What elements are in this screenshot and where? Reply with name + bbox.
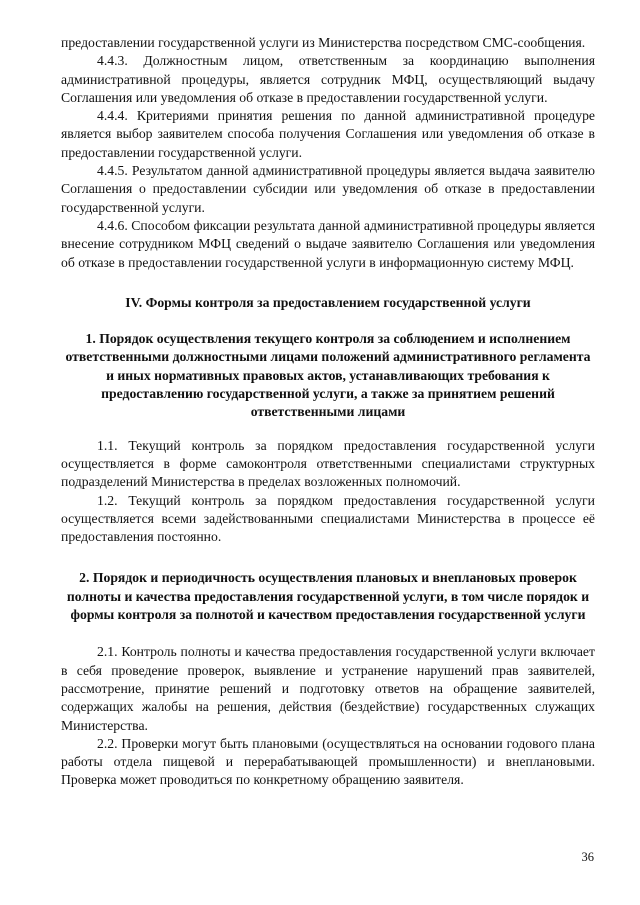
section-iv-title: IV. Формы контроля за предоставлением государственной услуги <box>125 294 531 310</box>
subsection-2-title: 2. Порядок и периодичность осуществления плановых и внеплановых проверок полноты и качества предоставления государственной услуги, в том числе порядок и формы контроля за полнотой и качеством предоставления государственной услуги <box>66 570 590 623</box>
paragraph-4-4-6: 4.4.6. Способом фиксации результата данной административной процедуры является внесение сотрудником МФЦ сведений о выдаче заявителю Соглашения или уведомления об отказе в предоставлении государственной услуги в информационную систему МФЦ. <box>61 217 595 270</box>
paragraph-1-1: 1.1. Текущий контроль за порядком предоставления государственной услуги осуществляется в форме самоконтроля ответственными специалистами структурных подразделений Министерства в пределах возложенных полномочий. <box>61 437 595 490</box>
paragraph-4-4-4: 4.4.4. Критериями принятия решения по данной административной процедуре является выбор заявителем способа получения Соглашения или уведомления об отказе в предоставлении государственной услуги. <box>61 108 595 160</box>
paragraph-1-2: 1.2. Текущий контроль за порядком предоставления государственной услуги осуществляется всеми задействованными специалистами Министерства в процессе её предоставления постоянно. <box>61 492 595 545</box>
paragraph-2-2: 2.2. Проверки могут быть плановыми (осуществляться на основании годового плана работы отдела пищевой и перерабатывающей промышленности) и внеплановыми. Проверка может проводиться по конкретному обращению заявителя. <box>61 735 595 788</box>
document-page <box>61 34 595 790</box>
page-number: 36 <box>581 850 594 864</box>
paragraph-4-4-5: 4.4.5. Результатом данной административной процедуры является выдача заявителю Соглашения о предоставлении субсидии или уведомления об отказе в предоставлении государственной услуги. <box>61 163 595 215</box>
subsection-1-title: 1. Порядок осуществления текущего контроля за соблюдением и исполнением ответственными должностными лицами положений административного регламента и иных нормативных правовых актов, устанавливающих требования к предоставлению государственной услуги, а также за принятием решений ответственными лицами <box>65 331 591 420</box>
paragraph-4-4-3: 4.4.3. Должностным лицом, ответственным за координацию выполнения административной процедуры, является сотрудник МФЦ, осуществляющий выдачу Соглашения или уведомления об отказе в предоставлении государственной услуги. <box>61 53 595 105</box>
paragraph-continuation: предоставлении государственной услуги из Министерства посредством СМС-сообщения. <box>61 35 586 50</box>
paragraph-2-1: 2.1. Контроль полноты и качества предоставления государственной услуги включает в себя проведение проверок, выявление и устранение нарушений прав заявителей, рассмотрение, принятие решений и подготовку ответов на обращение заявителей, содержащих жалобы на решения, действия (бездействие) государственных служащих Министерства. <box>61 644 595 733</box>
